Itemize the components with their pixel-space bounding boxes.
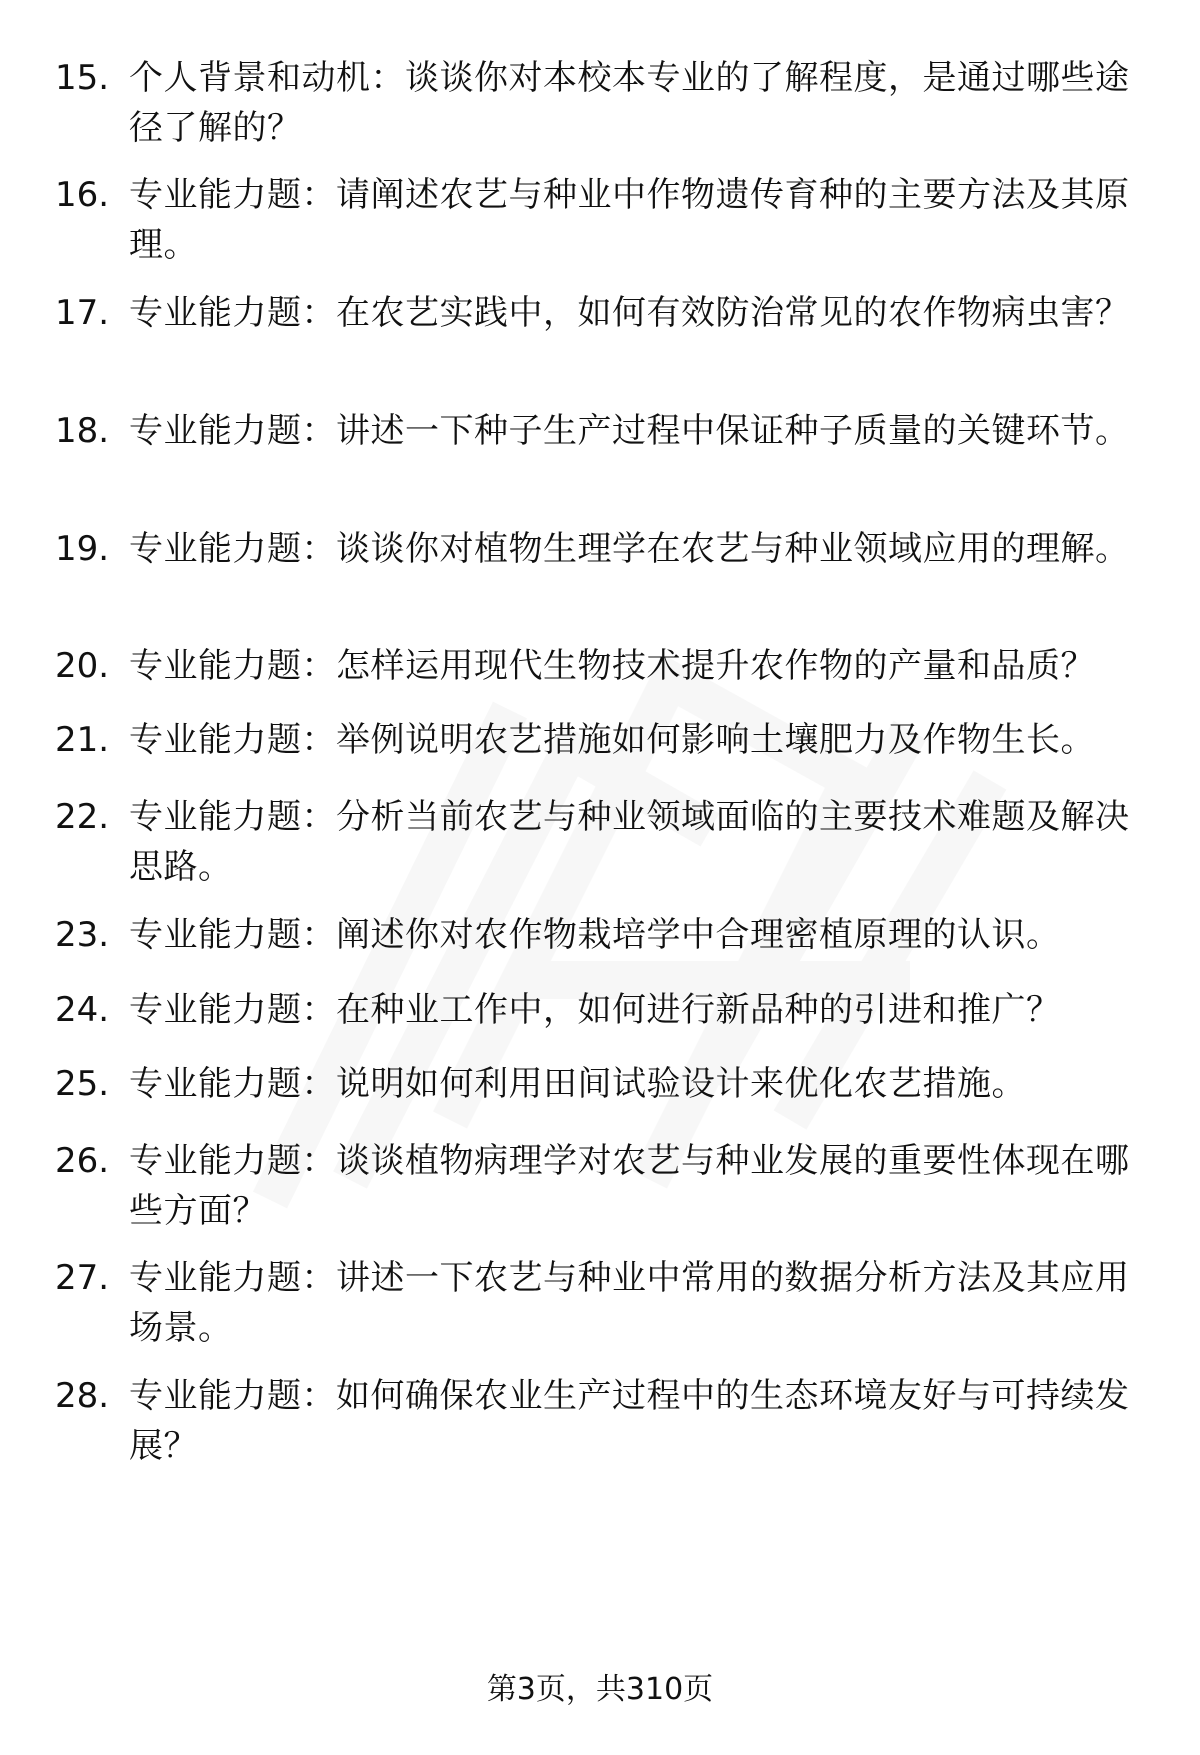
question-number: 23. xyxy=(55,915,110,955)
question-text: 专业能力题：如何确保农业生产过程中的生态环境友好与可持续发展？ xyxy=(129,1376,1130,1466)
page-footer: 第3页，共310页 xyxy=(486,1672,714,1707)
question-text: 专业能力题：分析当前农艺与种业领域面临的主要技术难题及解决思路。 xyxy=(129,797,1130,887)
question-number: 24. xyxy=(55,990,110,1030)
question-text: 个人背景和动机：谈谈你对本校本专业的了解程度，是通过哪些途径了解的？ xyxy=(129,58,1130,148)
question-number: 15. xyxy=(55,58,110,98)
question-text: 专业能力题：讲述一下农艺与种业中常用的数据分析方法及其应用场景。 xyxy=(129,1258,1130,1348)
question-text: 专业能力题：谈谈你对植物生理学在农艺与种业领域应用的理解。 xyxy=(129,529,1130,569)
question-number: 20. xyxy=(55,646,110,686)
question-number: 19. xyxy=(55,529,110,569)
question-number: 28. xyxy=(55,1376,110,1416)
question-number: 16. xyxy=(55,175,110,215)
question-text: 专业能力题：阐述你对农作物栽培学中合理密植原理的认识。 xyxy=(129,915,1061,955)
question-text: 专业能力题：在种业工作中，如何进行新品种的引进和推广？ xyxy=(129,990,1061,1030)
question-text: 专业能力题：谈谈植物病理学对农艺与种业发展的重要性体现在哪些方面？ xyxy=(129,1141,1130,1231)
question-text: 专业能力题：请阐述农艺与种业中作物遗传育种的主要方法及其原理。 xyxy=(129,175,1130,265)
question-number: 21. xyxy=(55,720,110,760)
question-text: 专业能力题：举例说明农艺措施如何影响土壤肥力及作物生长。 xyxy=(129,720,1095,760)
question-number: 18. xyxy=(55,411,110,451)
question-number: 26. xyxy=(55,1141,110,1181)
question-text: 专业能力题：在农艺实践中，如何有效防治常见的农作物病虫害？ xyxy=(129,293,1130,333)
question-number: 25. xyxy=(55,1064,110,1104)
question-text: 专业能力题：讲述一下种子生产过程中保证种子质量的关键环节。 xyxy=(129,411,1130,451)
question-text: 专业能力题：怎样运用现代生物技术提升农作物的产量和品质？ xyxy=(129,646,1095,686)
question-number: 27. xyxy=(55,1258,110,1298)
question-number: 17. xyxy=(55,293,110,333)
question-number: 22. xyxy=(55,797,110,837)
question-text: 专业能力题：说明如何利用田间试验设计来优化农艺措施。 xyxy=(129,1064,1026,1104)
